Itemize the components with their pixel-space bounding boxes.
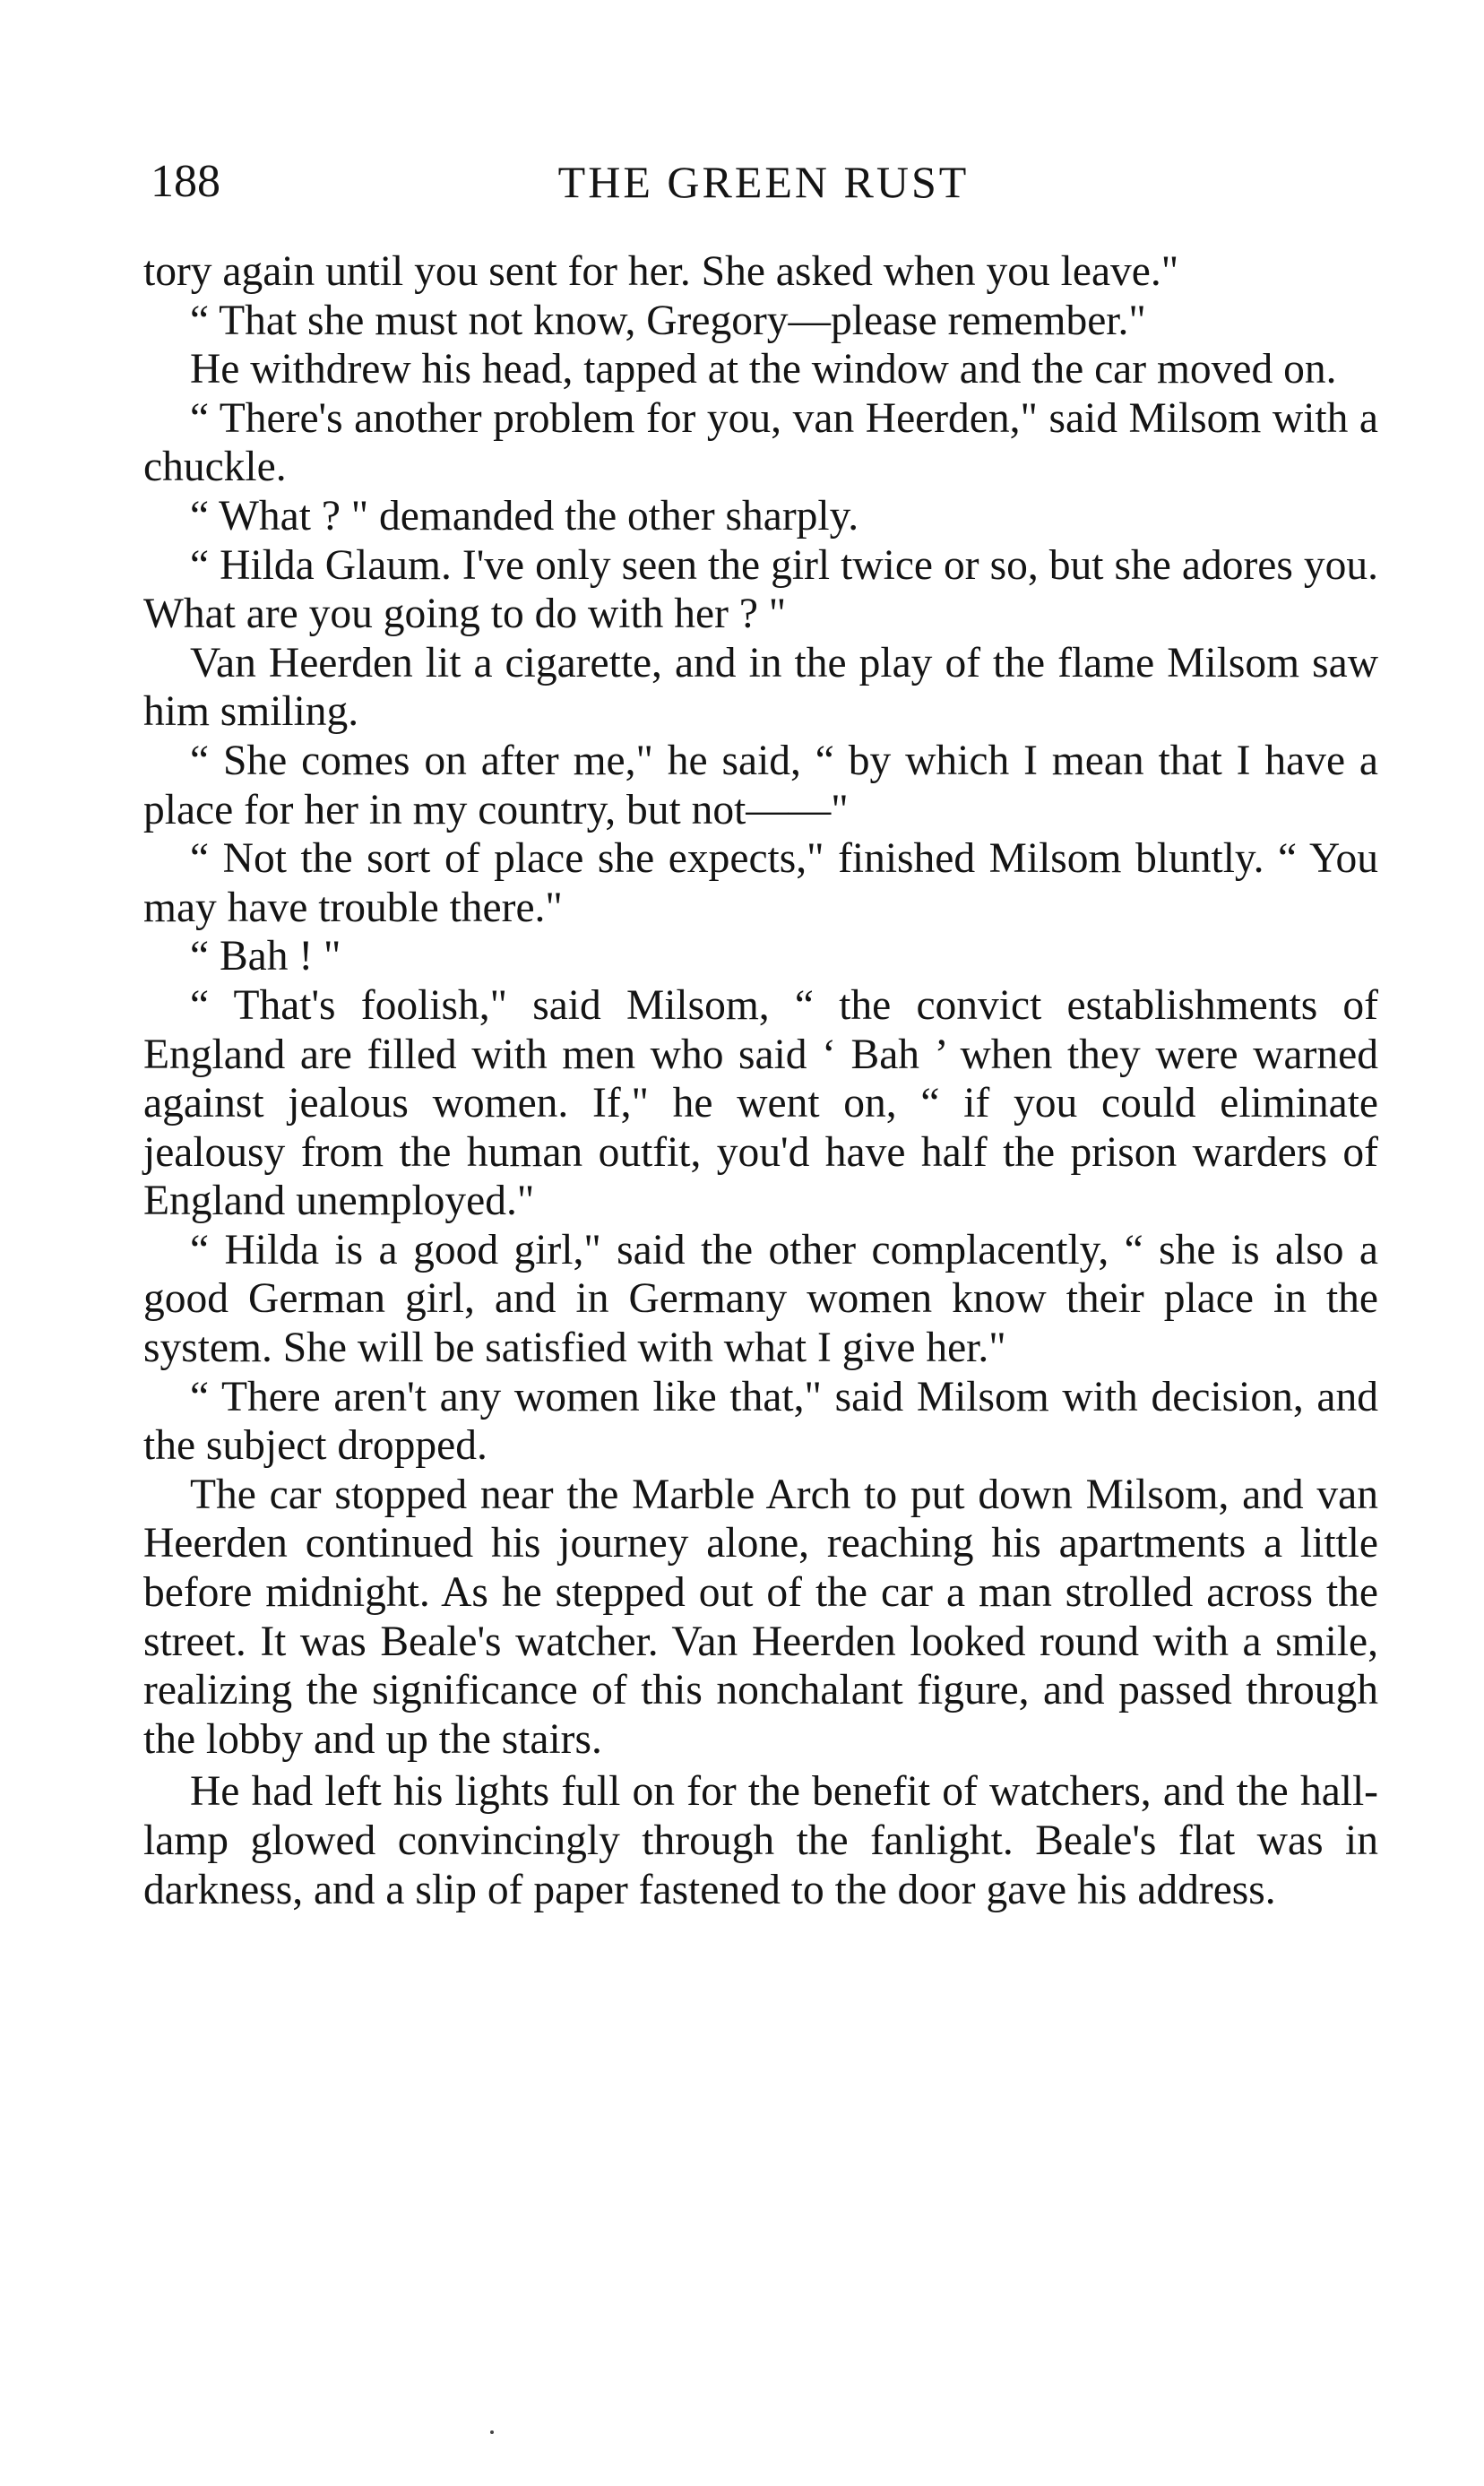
body-text bbox=[143, 247, 1378, 1914]
page-number: 188 bbox=[151, 156, 220, 207]
paragraph: “ That's foolish," said Milsom, “ the convict establishments of England are filled with men who said ‘ Bah ’ when they were warned against jealous women. If," he went on, “ if you could eliminate jealousy from the human outfit, you'd have half the prison warders of England unemployed." bbox=[143, 981, 1378, 1225]
paragraph: “ What ? " demanded the other sharply. bbox=[190, 492, 859, 539]
paragraph: “ Bah ! " bbox=[190, 933, 341, 980]
paragraph: He withdrew his head, tapped at the window and the car moved on. bbox=[190, 346, 1337, 393]
paragraph: Van Heerden lit a cigarette, and in the play of the flame Milsom saw him smiling. bbox=[143, 639, 1378, 736]
paragraph: “ There's another problem for you, van Heerden," said Milsom with a chuckle. bbox=[143, 394, 1378, 491]
paragraph: The car stopped near the Marble Arch to put down Milsom, and van Heerden continued his journey alone, reaching his apartments a little before midnight. As he stepped out of the car a man strolled across the street. It was Beale's watcher. Van Heerden looked round with a smile, realizing the significance of this nonchalant figure, and passed through the lobby and up the stairs. bbox=[143, 1471, 1378, 1763]
paragraph: tory again until you sent for her. She asked when you leave." bbox=[143, 248, 1179, 295]
stray-ink-dot bbox=[490, 2430, 494, 2434]
paragraph: “ Not the sort of place she expects," finished Milsom bluntly. “ You may have trouble there." bbox=[143, 835, 1378, 931]
running-title: THE GREEN RUST bbox=[557, 157, 970, 207]
paragraph: He had left his lights full on for the benefit of watchers, and the hall-lamp glowed convincingly through the fanlight. Beale's flat was in darkness, and a slip of paper fastened to the door gave his address. bbox=[143, 1768, 1378, 1913]
page-header bbox=[151, 151, 1376, 213]
paragraph: “ Hilda Glaum. I've only seen the girl twice or so, but she adores you. What are you going to do with her ? " bbox=[143, 541, 1378, 638]
paragraph: “ That she must not know, Gregory—please remember." bbox=[190, 297, 1146, 344]
paragraph: “ She comes on after me," he said, “ by which I mean that I have a place for her in my country, but not——" bbox=[143, 737, 1378, 833]
paragraph: “ Hilda is a good girl," said the other complacently, “ she is also a good German girl, and in Germany women know their place in the system. She will be satisfied with what I give her." bbox=[143, 1226, 1378, 1372]
paragraph: “ There aren't any women like that," said Milsom with decision, and the subject dropped. bbox=[143, 1373, 1378, 1470]
